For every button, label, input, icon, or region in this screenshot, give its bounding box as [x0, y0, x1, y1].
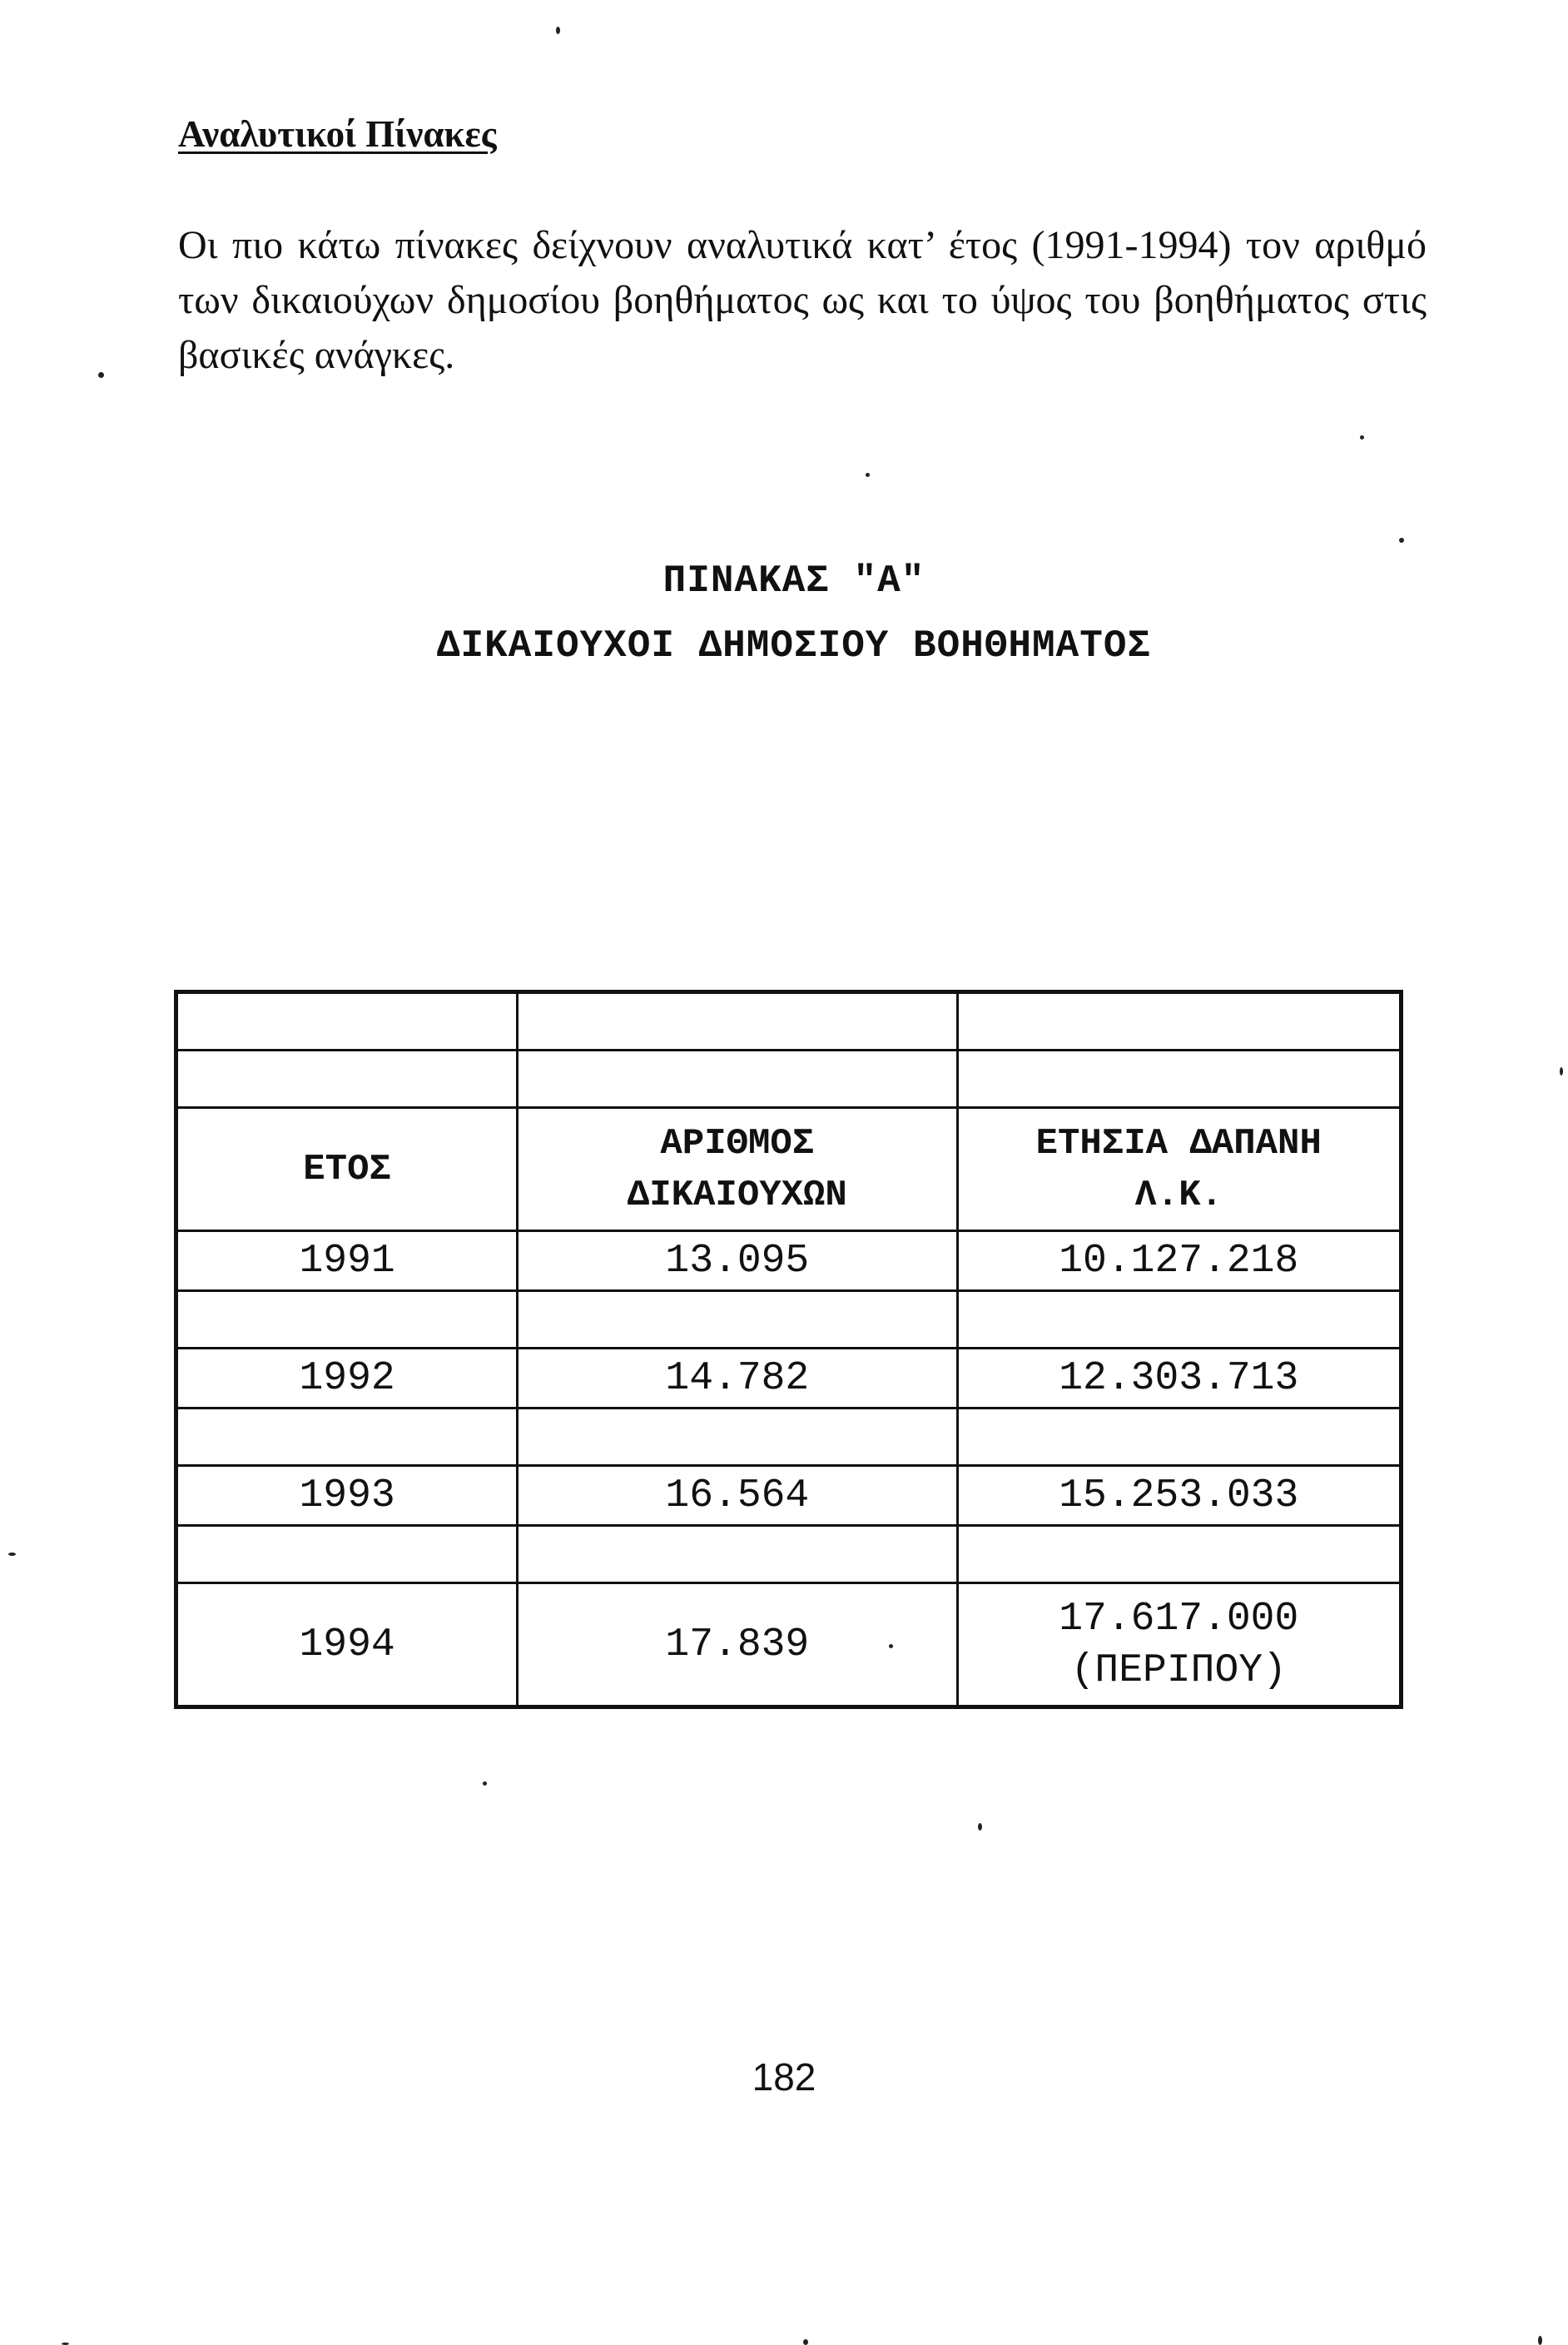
scan-speck — [1399, 538, 1404, 543]
cell-year: 1993 — [176, 1466, 518, 1526]
scan-speck — [1360, 435, 1364, 440]
scan-speck — [1560, 1067, 1563, 1076]
header-count-line2: ΔΙΚΑΙΟΥΧΩΝ — [627, 1174, 847, 1216]
cell-cost: 10.127.218 — [957, 1231, 1402, 1291]
table-row — [176, 1231, 1402, 1291]
header-cost — [957, 1108, 1402, 1231]
header-cost-line1: ΕΤΗΣΙΑ ΔΑΠΑΝΗ — [1035, 1122, 1322, 1165]
scan-speck — [483, 1781, 487, 1786]
table-row — [176, 1583, 1402, 1707]
beneficiaries-table — [174, 990, 1403, 1709]
table-title: ΠΙΝΑΚΑΣ "Α" — [662, 559, 925, 603]
cell-cost: 12.303.713 — [957, 1349, 1402, 1408]
cell-count: 16.564 — [518, 1466, 957, 1526]
cell-cost-value: 17.617.000 — [1059, 1596, 1299, 1642]
cell-count: 13.095 — [518, 1231, 957, 1291]
table-row — [176, 1349, 1402, 1408]
scan-speck — [556, 27, 560, 34]
cell-year: 1991 — [176, 1231, 518, 1291]
scan-speck — [889, 1644, 893, 1648]
scan-speck — [803, 2339, 808, 2345]
table-subtitle: ΔΙΚΑΙΟΥΧΟΙ ΔΗΜΟΣΙΟΥ ΒΟΗΘΗΜΑΤΟΣ — [436, 624, 1152, 668]
table-blank-row — [176, 1291, 1402, 1349]
table-blank-row — [176, 1526, 1402, 1583]
table-header-row — [176, 1108, 1402, 1231]
table-row — [176, 1466, 1402, 1526]
header-count — [518, 1108, 957, 1231]
cell-count: 17.839 — [518, 1583, 957, 1707]
cell-year: 1992 — [176, 1349, 518, 1408]
table-blank-row — [176, 1051, 1402, 1108]
cell-cost: 15.253.033 — [957, 1466, 1402, 1526]
header-cost-line2: Λ.Κ. — [1134, 1174, 1223, 1216]
scan-speck — [978, 1823, 982, 1831]
scan-speck — [866, 473, 870, 477]
header-year: ΕΤΟΣ — [176, 1108, 518, 1231]
section-heading: Αναλυτικοί Πίνακες — [178, 113, 497, 155]
cell-count: 14.782 — [518, 1349, 957, 1408]
cell-cost-note: (ΠΕΡΙΠΟΥ) — [1070, 1647, 1287, 1693]
header-count-line1: ΑΡΙΘΜΟΣ — [660, 1122, 815, 1165]
table-blank-row — [176, 992, 1402, 1051]
cell-cost — [957, 1583, 1402, 1707]
intro-paragraph: Οι πιο κάτω πίνακες δείχνουν αναλυτικά κατ’ έτος (1991-1994) τον αριθμό των δικαιούχων δημοσίου βοηθήματος ως και το ύψος του βοηθήματος στις βασικές ανάγκες. — [178, 223, 1427, 377]
scan-speck — [98, 372, 104, 378]
page-number: 182 — [752, 2055, 816, 2099]
table-blank-row — [176, 1408, 1402, 1466]
scan-speck — [1538, 2336, 1542, 2345]
scan-speck — [8, 1553, 16, 1556]
cell-year: 1994 — [176, 1583, 518, 1707]
